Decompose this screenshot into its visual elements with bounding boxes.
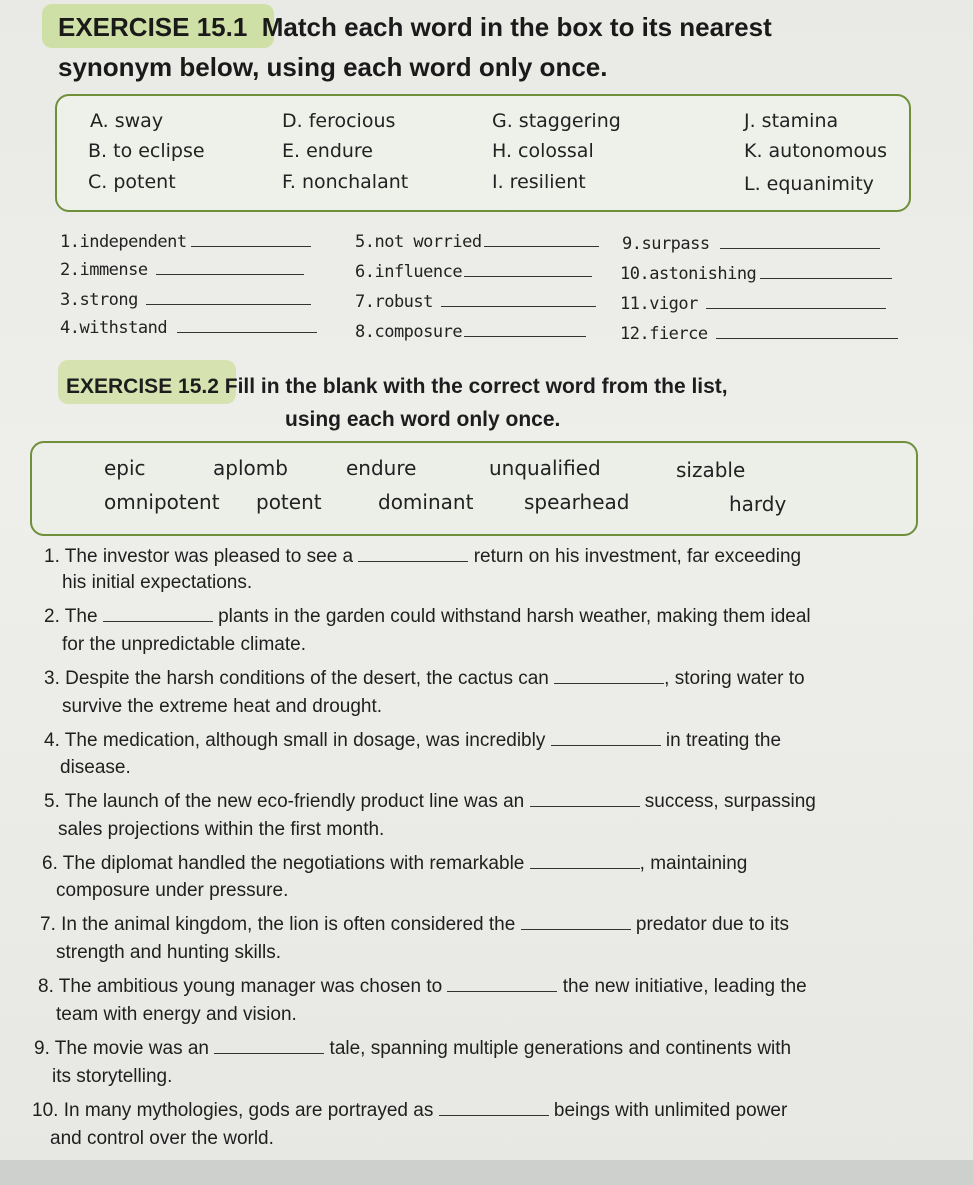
word-option: E. endure (282, 140, 374, 162)
exercise-15-2-title (66, 375, 728, 399)
sentence-4-cont: disease. (60, 757, 131, 778)
answer-blank[interactable] (720, 232, 880, 249)
word-option: dominant (378, 490, 474, 514)
sentence-6-cont: composure under pressure. (56, 880, 289, 901)
match-item-6: 6.influence (355, 260, 592, 282)
word-option: omnipotent (104, 490, 220, 514)
answer-blank[interactable] (146, 288, 311, 305)
sentence-10-cont: and control over the world. (50, 1128, 274, 1149)
sentence-2-cont: for the unpredictable climate. (62, 634, 306, 655)
answer-blank[interactable] (706, 292, 886, 309)
answer-blank[interactable] (177, 316, 317, 333)
match-item-5: 5.not worried (355, 230, 599, 252)
word-option: L. equanimity (744, 173, 874, 195)
answer-blank[interactable] (551, 729, 661, 746)
sentence-9: 9. The movie was an tale, spanning multiple generations and continents with (34, 1038, 792, 1059)
answer-blank[interactable] (103, 605, 213, 622)
answer-blank[interactable] (214, 1037, 324, 1054)
answer-blank[interactable] (530, 790, 640, 807)
answer-blank[interactable] (447, 975, 557, 992)
answer-blank[interactable] (358, 545, 468, 562)
sentence-3-cont: survive the extreme heat and drought. (62, 696, 383, 717)
sentence-8: 8. The ambitious young manager was chosen to the new initiative, leading the (38, 976, 807, 997)
answer-blank[interactable] (530, 852, 640, 869)
word-option: B. to eclipse (88, 140, 205, 162)
word-option: potent (256, 490, 322, 514)
word-option: epic (104, 456, 146, 480)
word-option: aplomb (213, 456, 288, 480)
answer-blank[interactable] (156, 258, 304, 275)
match-item-2: 2.immense (60, 258, 304, 280)
match-item-10: 10.astonishing (620, 262, 892, 284)
word-option: F. nonchalant (282, 171, 409, 193)
sentence-8-cont: team with energy and vision. (56, 1004, 297, 1025)
sentence-4: 4. The medication, although small in dosage, was incredibly in treating the (44, 730, 782, 751)
answer-blank[interactable] (716, 322, 898, 339)
sentence-9-cont: its storytelling. (52, 1066, 173, 1087)
match-item-11: 11.vigor (620, 292, 886, 314)
word-option: I. resilient (492, 171, 586, 193)
answer-blank[interactable] (191, 230, 311, 247)
word-option: endure (346, 456, 417, 480)
answer-blank[interactable] (464, 320, 586, 337)
match-item-4: 4.withstand (60, 316, 317, 338)
word-option: A. sway (90, 110, 164, 132)
word-box-15-2 (30, 441, 918, 536)
sentence-10: 10. In many mythologies, gods are portrayed as beings with unlimited power (32, 1100, 788, 1121)
match-item-8: 8.composure (355, 320, 586, 342)
match-item-12: 12.fierce (620, 322, 898, 344)
answer-blank[interactable] (464, 260, 592, 277)
sentence-5: 5. The launch of the new eco-friendly product line was an success, surpassing (44, 791, 816, 812)
instruction-line-2: using each word only once. (285, 408, 561, 431)
word-option: H. colossal (492, 140, 594, 162)
word-option: D. ferocious (282, 110, 396, 132)
sentence-5-cont: sales projections within the first month. (58, 819, 385, 840)
page-bottom-edge (0, 1160, 973, 1185)
instruction-text: Fill in the blank with the correct word from the list, (224, 375, 728, 398)
word-option: K. autonomous (744, 140, 888, 162)
match-item-3: 3.strong (60, 288, 311, 310)
sentence-2: 2. The plants in the garden could withstand harsh weather, making them ideal (44, 606, 811, 627)
match-item-9: 9.surpass (622, 232, 880, 254)
exercise-number: EXERCISE 15.2 (66, 375, 219, 398)
word-option: unqualified (489, 456, 601, 480)
exercise-number: EXERCISE 15.1 (58, 12, 248, 42)
sentence-7: 7. In the animal kingdom, the lion is often considered the predator due to its (40, 914, 790, 935)
sentence-1-cont: his initial expectations. (62, 572, 253, 593)
sentence-1: 1. The investor was pleased to see a return on his investment, far exceeding (44, 546, 802, 567)
word-option: J. stamina (744, 110, 839, 132)
answer-blank[interactable] (439, 1099, 549, 1116)
sentence-3: 3. Despite the harsh conditions of the desert, the cactus can , storing water to (44, 668, 805, 689)
answer-blank[interactable] (760, 262, 892, 279)
answer-blank[interactable] (554, 667, 664, 684)
word-option: spearhead (524, 490, 630, 514)
match-item-1: 1.independent (60, 230, 311, 252)
sentence-6: 6. The diplomat handled the negotiations with remarkable , maintaining (42, 853, 748, 874)
word-option: hardy (729, 492, 787, 516)
word-option: G. staggering (492, 110, 621, 132)
sentence-7-cont: strength and hunting skills. (56, 942, 281, 963)
answer-blank[interactable] (441, 290, 596, 307)
answer-blank[interactable] (521, 913, 631, 930)
instruction-text: Match each word in the box to its nearest (261, 12, 772, 42)
exercise-15-1-title (58, 12, 772, 43)
word-option: sizable (676, 458, 746, 482)
word-option: C. potent (88, 171, 176, 193)
answer-blank[interactable] (484, 230, 599, 247)
instruction-line-2: synonym below, using each word only once. (58, 52, 608, 82)
match-item-7: 7.robust (355, 290, 596, 312)
